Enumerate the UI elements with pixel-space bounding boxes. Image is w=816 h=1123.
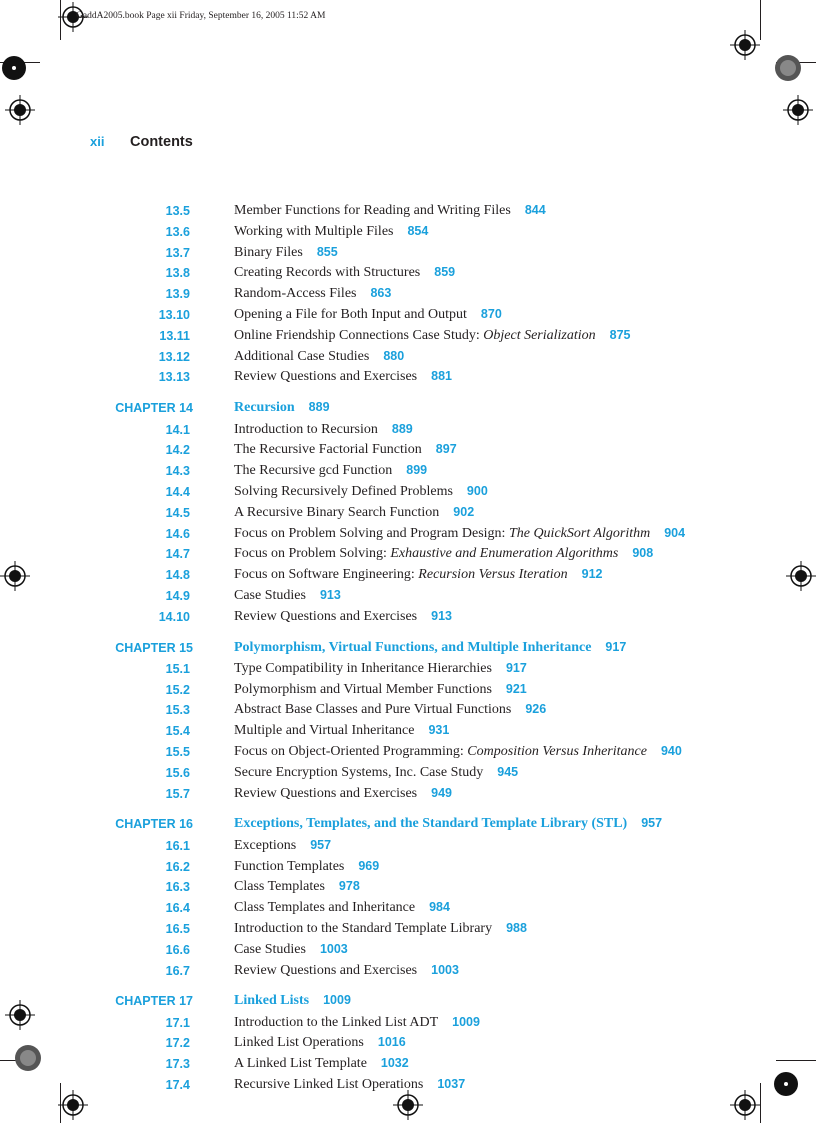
crop-mark <box>760 0 761 40</box>
toc-entry-title: Abstract Base Classes and Pure Virtual Functions 926 <box>234 702 547 718</box>
toc-entry-number: CHAPTER 16 <box>115 817 193 832</box>
toc-section-entry[interactable] <box>0 588 816 608</box>
toc-entry-number: 14.10 <box>158 609 190 624</box>
toc-entry-title: Type Compatibility in Inheritance Hierarchies 917 <box>234 660 527 676</box>
toc-section-entry[interactable] <box>0 942 816 962</box>
toc-entry-title: The Recursive Factorial Function 897 <box>234 442 457 458</box>
toc-entry-title: Working with Multiple Files 854 <box>234 223 429 239</box>
toc-entry-title: A Recursive Binary Search Function 902 <box>234 504 475 520</box>
toc-section-entry[interactable] <box>0 224 816 244</box>
toc-section-entry[interactable] <box>0 286 816 306</box>
toc-entry-number: 15.7 <box>165 786 190 801</box>
toc-entry-title: Review Questions and Exercises 881 <box>234 369 452 385</box>
toc-section-entry[interactable] <box>0 921 816 941</box>
toc-entry-number: 16.7 <box>165 963 190 978</box>
toc-entry-title: Case Studies 913 <box>234 587 341 603</box>
toc-chapter-entry[interactable] <box>0 640 816 660</box>
toc-entry-number: 14.3 <box>165 464 190 479</box>
toc-section-entry[interactable] <box>0 265 816 285</box>
toc-entry-page: 917 <box>605 639 627 654</box>
toc-entry-number: 16.5 <box>165 921 190 936</box>
toc-section-entry[interactable] <box>0 744 816 764</box>
toc-entry-page: 1032 <box>380 1056 409 1071</box>
toc-entry-title: Linked Lists 1009 <box>234 993 351 1009</box>
toc-entry-page: 1016 <box>377 1035 406 1050</box>
toc-entry-number: 15.5 <box>165 745 190 759</box>
toc-entry-title-italic: Recursion Versus Iteration <box>418 567 568 583</box>
toc-entry-number: 14.7 <box>165 547 190 562</box>
toc-section-entry[interactable] <box>0 526 816 546</box>
toc-entry-number: 13.13 <box>158 370 190 385</box>
toc-entry-page: 913 <box>319 587 341 602</box>
toc-chapter-entry[interactable] <box>0 816 816 836</box>
toc-entry-title: Creating Records with Structures 859 <box>234 265 456 281</box>
toc-entry-number: 15.6 <box>165 765 190 780</box>
toc-entry-page: 889 <box>391 421 413 436</box>
toc-section-entry[interactable] <box>0 963 816 983</box>
toc-entry-title: Member Functions for Reading and Writing Files 844 <box>234 203 546 218</box>
toc-section-entry[interactable] <box>0 1077 816 1097</box>
toc-chapter-entry[interactable] <box>0 993 816 1013</box>
toc-section-entry[interactable] <box>0 786 816 806</box>
toc-section-entry[interactable] <box>0 203 816 223</box>
toc-section-entry[interactable] <box>0 723 816 743</box>
toc-entry-number: 14.6 <box>165 526 190 541</box>
toc-section-entry[interactable] <box>0 422 816 442</box>
toc-entry-page: 969 <box>358 858 380 873</box>
toc-section-entry[interactable] <box>0 859 816 879</box>
toc-chapter-entry[interactable] <box>0 400 816 420</box>
toc-entry-page: 870 <box>480 307 502 321</box>
toc-section-entry[interactable] <box>0 567 816 587</box>
toc-entry-number: 16.6 <box>165 942 190 957</box>
target-mark-icon <box>783 95 813 125</box>
toc-entry-page: 889 <box>308 400 330 415</box>
toc-section-entry[interactable] <box>0 838 816 858</box>
toc-entry-page: 921 <box>505 681 527 696</box>
page-title: Contents <box>130 134 193 150</box>
toc-entry-page: 881 <box>431 369 452 384</box>
toc-entry-number: 14.5 <box>165 505 190 520</box>
toc-entry-number: 17.2 <box>165 1036 190 1051</box>
target-mark-icon <box>730 30 760 60</box>
toc-entry-number: 14.9 <box>165 588 190 603</box>
toc-entry-page: 913 <box>431 608 452 623</box>
toc-section-entry[interactable] <box>0 1015 816 1035</box>
toc-entry-page: 859 <box>434 265 456 280</box>
toc-entry-number: 14.1 <box>165 422 190 437</box>
toc-entry-title: Review Questions and Exercises 949 <box>234 785 452 801</box>
toc-entry-title: Exceptions 957 <box>234 837 332 853</box>
toc-entry-number: 13.12 <box>158 349 190 364</box>
toc-entry-number: CHAPTER 17 <box>115 994 193 1009</box>
toc-entry-title: Opening a File for Both Input and Output 870 <box>234 307 502 322</box>
toc-entry-page: 957 <box>641 816 663 831</box>
toc-entry-number: 13.9 <box>165 287 190 302</box>
toc-entry-number: 15.2 <box>165 682 190 697</box>
toc-entry-page: 912 <box>581 567 603 582</box>
toc-section-entry[interactable] <box>0 505 816 525</box>
toc-entry-page: 863 <box>370 286 392 301</box>
toc-entry-number: 17.4 <box>165 1078 190 1092</box>
toc-entry-page: 988 <box>506 920 527 935</box>
toc-entry-page: 855 <box>316 244 338 259</box>
toc-entry-page: 908 <box>632 546 654 561</box>
toc-section-entry[interactable] <box>0 879 816 899</box>
toc-entry-number: 14.2 <box>165 443 190 458</box>
toc-entry-number: 13.5 <box>165 204 190 218</box>
toc-section-entry[interactable] <box>0 442 816 462</box>
toc-section-entry[interactable] <box>0 900 816 920</box>
registration-mark-icon <box>0 54 28 82</box>
page-number: xii <box>90 134 105 149</box>
toc-entry-page: 945 <box>497 764 519 779</box>
toc-entry-number: 13.10 <box>158 308 190 322</box>
toc-section-entry[interactable] <box>0 1035 816 1055</box>
toc-section-entry[interactable] <box>0 765 816 785</box>
toc-entry-number: 16.3 <box>165 880 190 895</box>
toc-entry-page: 949 <box>431 785 452 800</box>
toc-entry-title: A Linked List Template 1032 <box>234 1056 409 1072</box>
toc-entry-title: Introduction to the Linked List ADT 1009 <box>234 1014 480 1030</box>
toc-entry-number: 15.3 <box>165 703 190 718</box>
toc-entry-number: 13.11 <box>159 328 190 343</box>
toc-entry-page: 917 <box>505 660 527 675</box>
toc-entry-page: 926 <box>525 702 547 717</box>
toc-entry-page: 1003 <box>431 962 459 977</box>
toc-entry-page: 957 <box>310 837 332 852</box>
toc-section-entry[interactable] <box>0 609 816 629</box>
toc-entry-title-italic: Exhaustive and Enumeration Algorithms <box>390 546 619 562</box>
toc-entry-title: Focus on Problem Solving and Program Design: The QuickSort Algorithm 904 <box>234 525 686 541</box>
toc-entry-page: 1037 <box>437 1077 466 1091</box>
toc-entry-number: 17.1 <box>165 1015 190 1030</box>
toc-section-entry[interactable] <box>0 245 816 265</box>
toc-entry-title: Recursion 889 <box>234 400 330 416</box>
toc-entry-title-italic: Composition Versus Inheritance <box>467 744 647 759</box>
toc-entry-page: 880 <box>383 348 405 363</box>
toc-section-entry[interactable] <box>0 702 816 722</box>
toc-section-entry[interactable] <box>0 369 816 389</box>
toc-entry-title: Review Questions and Exercises 1003 <box>234 962 459 978</box>
toc-entry-page: 875 <box>609 327 631 342</box>
toc-entry-page: 931 <box>428 723 450 738</box>
toc-entry-page: 984 <box>429 900 450 915</box>
toc-entry-number: CHAPTER 14 <box>115 401 193 416</box>
toc-entry-title: Focus on Software Engineering: Recursion Versus Iteration 912 <box>234 567 603 583</box>
toc-entry-title-italic: The QuickSort Algorithm <box>508 525 651 541</box>
toc-entry-title: Secure Encryption Systems, Inc. Case Study 945 <box>234 764 519 780</box>
toc-entry-number: 13.7 <box>165 245 190 260</box>
toc-entry-number: 15.1 <box>165 661 190 676</box>
toc-entry-title: Recursive Linked List Operations 1037 <box>234 1077 466 1092</box>
printer-slug: GaddA2005.book Page xii Friday, September 16, 2005 11:52 AM <box>76 11 326 21</box>
target-mark-icon <box>5 95 35 125</box>
toc-entry-page: 854 <box>407 223 429 238</box>
toc-entry-title: Polymorphism and Virtual Member Functions 921 <box>234 681 527 697</box>
toc-entry-page: 844 <box>524 203 546 217</box>
toc-section-entry[interactable] <box>0 484 816 504</box>
toc-section-entry[interactable] <box>0 463 816 483</box>
toc-entry-title: Additional Case Studies 880 <box>234 348 405 364</box>
toc-entry-page: 904 <box>664 525 686 540</box>
toc-entry-page: 1009 <box>452 1014 480 1029</box>
toc-section-entry[interactable] <box>0 546 816 566</box>
toc-entry-page: 1009 <box>323 993 351 1008</box>
toc-entry-title: Solving Recursively Defined Problems 900 <box>234 483 488 499</box>
toc-section-entry[interactable] <box>0 349 816 369</box>
toc-entry-title-italic: Object Serialization <box>483 327 596 343</box>
toc-entry-page: 897 <box>435 442 457 457</box>
toc-entry-number: 16.4 <box>165 901 190 916</box>
toc-entry-number: CHAPTER 15 <box>115 640 193 655</box>
toc-entry-title: Online Friendship Connections Case Study: Object Serialization 875 <box>234 327 631 343</box>
toc-entry-title: Review Questions and Exercises 913 <box>234 608 452 624</box>
toc-entry-title: Focus on Problem Solving: Exhaustive and Enumeration Algorithms 908 <box>234 546 654 562</box>
toc-entry-title: Exceptions, Templates, and the Standard Template Library (STL) 957 <box>234 816 663 832</box>
toc-entry-number: 17.3 <box>165 1057 190 1072</box>
toc-entry-title: Class Templates and Inheritance 984 <box>234 900 450 916</box>
toc-entry-title: Polymorphism, Virtual Functions, and Multiple Inheritance 917 <box>234 639 627 655</box>
toc-entry-title: Case Studies 1003 <box>234 941 348 957</box>
toc-entry-number: 14.4 <box>165 484 190 499</box>
toc-section-entry[interactable] <box>0 682 816 702</box>
toc-entry-title: Introduction to the Standard Template Library 988 <box>234 920 527 936</box>
toc-entry-title: Linked List Operations 1016 <box>234 1035 406 1051</box>
toc-section-entry[interactable] <box>0 1056 816 1076</box>
toc-entry-title: Focus on Object-Oriented Programming: Composition Versus Inheritance 940 <box>234 744 682 759</box>
toc-section-entry[interactable] <box>0 307 816 327</box>
toc-entry-title: Introduction to Recursion 889 <box>234 421 413 437</box>
toc-entry-number: 16.2 <box>165 859 190 874</box>
toc-entry-title: Function Templates 969 <box>234 858 380 874</box>
toc-entry-title: Binary Files 855 <box>234 244 338 260</box>
toc-entry-number: 13.8 <box>165 266 190 281</box>
toc-entry-number: 15.4 <box>165 724 190 739</box>
toc-entry-number: 16.1 <box>165 838 190 853</box>
toc-entry-page: 940 <box>660 744 682 758</box>
toc-entry-title: The Recursive gcd Function 899 <box>234 463 428 479</box>
toc-section-entry[interactable] <box>0 661 816 681</box>
toc-entry-page: 900 <box>466 483 488 498</box>
toc-entry-page: 902 <box>453 504 475 519</box>
toc-entry-number: 14.8 <box>165 568 190 583</box>
toc-entry-title: Class Templates 978 <box>234 879 360 895</box>
toc-entry-page: 978 <box>338 879 360 894</box>
toc-entry-title: Random-Access Files 863 <box>234 286 392 302</box>
halftone-mark-icon <box>773 53 803 83</box>
toc-entry-page: 899 <box>406 463 428 478</box>
toc-entry-title: Multiple and Virtual Inheritance 931 <box>234 723 450 739</box>
toc-entry-number: 13.6 <box>165 224 190 239</box>
toc-section-entry[interactable] <box>0 328 816 348</box>
toc-entry-page: 1003 <box>319 941 348 956</box>
